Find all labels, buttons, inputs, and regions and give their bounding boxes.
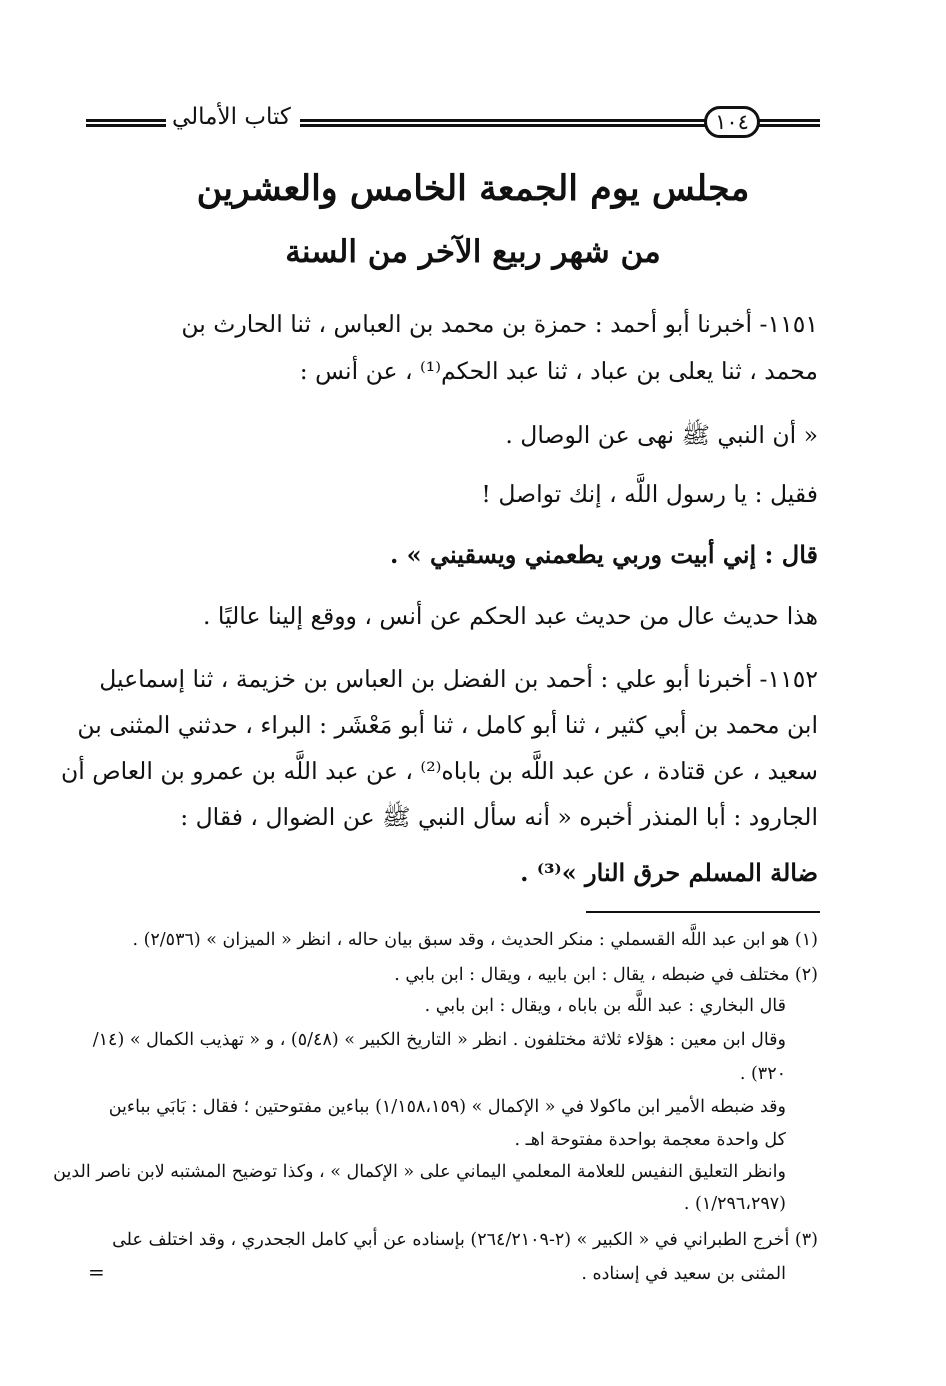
body-line-bold: ضالة المسلم حرق النار »⁽³⁾ . <box>520 858 818 887</box>
book-title: كتاب الأمالي <box>172 104 291 130</box>
footnote-line: وانظر التعليق النفيس للعلامة المعلمي اليماني على « الإكمال » ، وكذا توضيح المشتبه لابن ناصر الدين <box>53 1162 786 1182</box>
header-rule-far-right <box>764 119 820 127</box>
footnote-line: (٣) أخرج الطبراني في « الكبير » (٢-٢٦٤/٢١٠٩) بإسناده عن أبي كامل الجحدري ، وقد اختلف على <box>112 1230 818 1250</box>
chapter-title-line-1: مجلس يوم الجمعة الخامس والعشرين <box>196 168 750 209</box>
body-line: ابن محمد بن أبي كثير ، ثنا أبو كامل ، ثنا أبو مَعْشَر : البراء ، حدثني المثنى بن <box>77 711 818 739</box>
body-line: « أن النبي ﷺ نهى عن الوصال . <box>505 421 818 449</box>
body-line-bold: قال : إني أبيت وربي يطعمني ويسقيني » . <box>389 540 818 569</box>
header-rule-left <box>86 119 166 127</box>
page-number: ١٠٤ <box>704 106 760 138</box>
body-line: فقيل : يا رسول اللَّه ، إنك تواصل ! <box>481 480 818 508</box>
footnote-line: كل واحدة معجمة بواحدة مفتوحة اهـ . <box>514 1130 786 1150</box>
continuation-mark: = <box>88 1260 105 1284</box>
footnote-line: وقد ضبطه الأمير ابن ماكولا في « الإكمال » (١/١٥٨،١٥٩) بباءين مفتوحتين ؛ فقال : بَابَي بباءين <box>108 1097 786 1117</box>
body-line: هذا حديث عال من حديث عبد الحكم عن أنس ، ووقع إلينا عاليًا . <box>202 602 818 630</box>
footnote-line: ٣٢٠) . <box>739 1064 786 1084</box>
body-line: محمد ، ثنا يعلى بن عباد ، ثنا عبد الحكم⁽¹⁾ ، عن أنس : <box>299 357 818 385</box>
footnote-line: (١/٢٩٦،٢٩٧) . <box>683 1194 786 1214</box>
body-line: ١١٥٢- أخبرنا أبو علي : أحمد بن الفضل بن العباس بن خزيمة ، ثنا إسماعيل <box>99 665 818 693</box>
footnote-line: المثنى بن سعيد في إسناده . <box>581 1264 786 1284</box>
body-line: ١١٥١- أخبرنا أبو أحمد : حمزة بن محمد بن العباس ، ثنا الحارث بن <box>181 310 818 338</box>
footnote-line: (١) هو ابن عبد اللَّه القسملي : منكر الحديث ، وقد سبق بيان حاله ، انظر « الميزان » (٢/٥٣٦) . <box>132 930 818 950</box>
body-line: سعيد ، عن قتادة ، عن عبد اللَّه بن باباه⁽²⁾ ، عن عبد اللَّه بن عمرو بن العاص أن <box>61 757 818 785</box>
footnote-line: (٢) مختلف في ضبطه ، يقال : ابن بابيه ، ويقال : ابن بابي . <box>394 965 818 985</box>
footnote-line: وقال ابن معين : هؤلاء ثلاثة مختلفون . انظر « التاريخ الكبير » (٥/٤٨) ، و « تهذيب الكمال » (١٤/ <box>92 1030 786 1050</box>
footnote-line: قال البخاري : عبد اللَّه بن باباه ، ويقال : ابن بابي . <box>424 996 786 1016</box>
body-line: الجارود : أبا المنذر أخبره « أنه سأل النبي ﷺ عن الضوال ، فقال : <box>180 803 818 831</box>
footnote-separator <box>586 911 820 913</box>
chapter-title-line-2: من شهر ربيع الآخر من السنة <box>285 234 661 270</box>
